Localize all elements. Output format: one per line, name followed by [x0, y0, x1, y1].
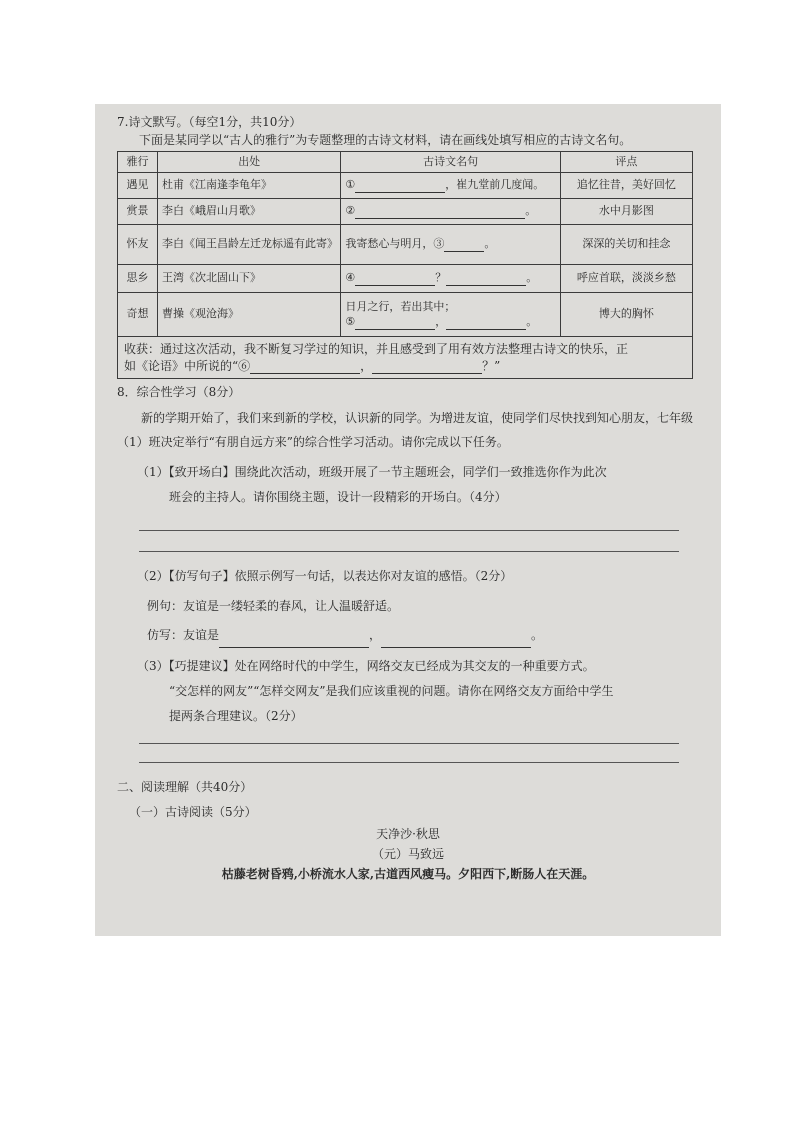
- row-source: 王湾《次北固山下》: [157, 265, 340, 293]
- blank-4b[interactable]: [446, 273, 526, 286]
- header-type: 雅行: [118, 152, 158, 173]
- row-comment: 呼应首联，淡淡乡愁: [560, 265, 692, 293]
- poem-author: （元）马致远: [371, 847, 444, 861]
- row-line: 日月之行，若出其中； ⑤ ， 。: [341, 293, 560, 337]
- blank-1[interactable]: [355, 180, 445, 193]
- table-row: [118, 199, 693, 225]
- poem-text: 枯藤老树昏鸦,小桥流水人家,古道西风瘦马。夕阳西下,断肠人在天涯。: [221, 867, 595, 882]
- gain-row: [118, 337, 693, 378]
- scanned-page-photo: [95, 104, 721, 936]
- q8-task2: （2）【仿写句子】依照示例写一句话，以表达你对友谊的感悟。（2分）: [137, 569, 513, 584]
- q8-imitate: 仿写：友谊是 ， 。: [147, 623, 699, 648]
- q7-intro: 下面是某同学以“古人的雅行”为专题整理的古诗文材料，请在画线处填写相应的古诗文名句。: [139, 133, 632, 148]
- blank-5b[interactable]: [446, 317, 526, 330]
- row-type: 怀友: [118, 225, 158, 265]
- row-line: ④ ？ 。: [341, 265, 560, 293]
- answer-line[interactable]: [139, 551, 679, 552]
- poem-title: 天净沙·秋思: [376, 826, 440, 841]
- q7-title: 7.诗文默写。（每空1分，共10分）: [117, 115, 302, 129]
- q8-task3-cont: “交怎样的网友”“怎样交网友”是我们应该重视的问题。请你在网络交友方面给中学生: [169, 684, 614, 699]
- table-row: [118, 173, 693, 199]
- blank-5a[interactable]: [355, 317, 435, 330]
- row-comment: 深深的关切和挂念: [560, 225, 692, 265]
- imitate-blank-1[interactable]: [219, 635, 369, 648]
- gain-text: 收获：通过这次活动，我不断复习学过的知识，并且感受到了用有效方法整理古诗文的快乐，正 如《论语》中所说的“⑥ ， ？”: [118, 337, 693, 378]
- row-source: 杜甫《江南逢李龟年》: [157, 173, 340, 199]
- q8-example: 例句：友谊是一缕轻柔的春风，让人温暖舒适。: [147, 598, 400, 613]
- q8-intro: 新的学期开始了，我们来到新的学校，认识新的同学。为增进友谊，使同学们尽快找到知心朋友，七年级（1）班决定举行“有朋自远方来”的综合性学习活动。请你完成以下任务。: [117, 410, 694, 449]
- row-type: 遇见: [118, 173, 158, 199]
- row-line: ② 。: [341, 199, 560, 225]
- row-source: 曹操《观沧海》: [157, 293, 340, 337]
- table-row: [118, 225, 693, 265]
- poetry-table: [117, 151, 693, 378]
- q8-task3-cont2: 提两条合理建议。（2分）: [169, 709, 303, 724]
- row-comment: 水中月影图: [560, 199, 692, 225]
- answer-line[interactable]: [139, 743, 679, 744]
- q8-task1: （1）【致开场白】围绕此次活动，班级开展了一节主题班会，同学们一致推选你作为此次: [137, 464, 607, 479]
- row-line: 我寄愁心与明月，③ 。: [341, 225, 560, 265]
- row-source: 李白《闻王昌龄左迁龙标遥有此寄》: [157, 225, 340, 265]
- answer-line[interactable]: [139, 762, 679, 763]
- header-line: 古诗文名句: [341, 152, 560, 173]
- q8-task3: （3）【巧提建议】处在网络时代的中学生，网络交友已经成为其交友的一种重要方式。: [137, 658, 595, 673]
- exam-content: [117, 112, 699, 882]
- header-source: 出处: [157, 152, 340, 173]
- q8-task1-cont: 班会的主持人。请你围绕主题，设计一段精彩的开场白。（4分）: [169, 490, 507, 505]
- row-comment: 追忆往昔，美好回忆: [560, 173, 692, 199]
- row-type: 奇想: [118, 293, 158, 337]
- blank-2[interactable]: [355, 206, 525, 219]
- imitate-blank-2[interactable]: [381, 635, 531, 648]
- row-type: 赏景: [118, 199, 158, 225]
- answer-line[interactable]: [139, 530, 679, 531]
- blank-6a[interactable]: [250, 361, 360, 374]
- section2-title: 二、阅读理解（共40分）: [117, 780, 253, 795]
- table-row: [118, 265, 693, 293]
- blank-3[interactable]: [444, 239, 484, 252]
- row-comment: 博大的胸怀: [560, 293, 692, 337]
- blank-6b[interactable]: [372, 361, 482, 374]
- row-type: 思乡: [118, 265, 158, 293]
- row-line: ① ，崔九堂前几度闻。: [341, 173, 560, 199]
- q8-title: 8．综合性学习（8分）: [117, 384, 241, 399]
- header-comment: 评点: [560, 152, 692, 173]
- blank-4a[interactable]: [355, 273, 435, 286]
- table-row: [118, 293, 693, 337]
- table-header-row: [118, 152, 693, 173]
- section2-sub: （一）古诗阅读（5分）: [129, 804, 257, 819]
- row-source: 李白《峨眉山月歌》: [157, 199, 340, 225]
